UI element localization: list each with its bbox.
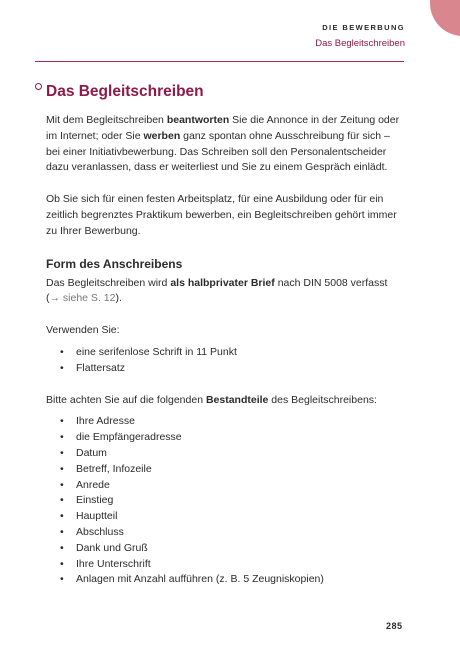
running-header (315, 23, 405, 49)
form-text-before: Das Begleitschreiben wird (46, 276, 171, 289)
second-paragraph: Ob Sie sich für einen festen Arbeitsplatz, für eine Ausbildung oder für ein zeitlich begrenztes Praktikum bewerben, ein Begleitschreiben gehört immer zu Ihrer Bewerbung. (46, 193, 397, 237)
list-item: • Einstieg (46, 493, 406, 509)
form-text-bold: als halbprivater Brief (170, 276, 275, 289)
ref-close: ). (115, 292, 122, 305)
ref-open: ( (46, 292, 50, 305)
form-text-after: nach DIN 5008 verfasst (274, 276, 388, 289)
intro-paragraph (46, 113, 406, 176)
use-label: Verwenden Sie: (46, 324, 120, 337)
list-item: • Betreff, Infozeile (46, 462, 406, 478)
page-number: 285 (386, 621, 403, 631)
page-reference-link[interactable]: → siehe S. 12 (49, 292, 116, 305)
list-item: • eine serifenlose Schrift in 11 Punkt (46, 345, 406, 361)
section-heading-form: Form des Anschreibens (46, 256, 183, 271)
intro-bold-2: werben (143, 129, 181, 142)
list-item: • Flattersatz (46, 361, 406, 377)
intro-text-1: Mit dem Begleitschreiben (46, 114, 167, 126)
running-header-chapter: DIE BEWERBUNG (322, 23, 405, 32)
title-bullet-icon (35, 83, 42, 90)
corner-decoration (430, 0, 460, 36)
page-title: Das Begleitschreiben (46, 83, 204, 100)
parts-list (46, 414, 406, 588)
list-item: • Dank und Gruß (46, 541, 406, 557)
page-content (46, 82, 406, 588)
parts-text-bold: Bestandteile (205, 393, 269, 406)
parts-text-after: des Begleitschreibens: (268, 393, 377, 406)
page-title-block (46, 82, 406, 102)
list-item: • Ihre Unterschrift (46, 557, 406, 573)
intro-bold-1: beantworten (166, 114, 230, 126)
list-item: • Hauptteil (46, 509, 406, 525)
list-item: • Abschluss (46, 525, 406, 541)
list-item: • Datum (46, 446, 406, 462)
list-item: • Anlagen mit Anzahl aufführen (z. B. 5 Zeugniskopien) (46, 572, 406, 588)
header-divider (35, 61, 404, 62)
running-header-section: Das Begleitschreiben (315, 38, 405, 49)
parts-paragraph (46, 393, 406, 409)
list-item: • Ihre Adresse (46, 414, 406, 430)
use-list (46, 345, 406, 377)
intro-text-3: ganz spontan ohne Ausschreibung für sich – bei einer Initiativbewerbung. Das Schreiben soll den Personalentscheider dazu veranlassen, dass er weiterliest und Sie zu einem Gespräch einlädt. (46, 129, 390, 174)
list-item: • Anrede (46, 478, 406, 494)
list-item: • die Empfängeradresse (46, 430, 406, 446)
parts-text-before: Bitte achten Sie auf die folgenden (46, 393, 206, 406)
intro-text-2: Sie die Annonce in der Zeitung oder im Internet; oder Sie (46, 114, 400, 142)
form-paragraph (46, 276, 406, 308)
